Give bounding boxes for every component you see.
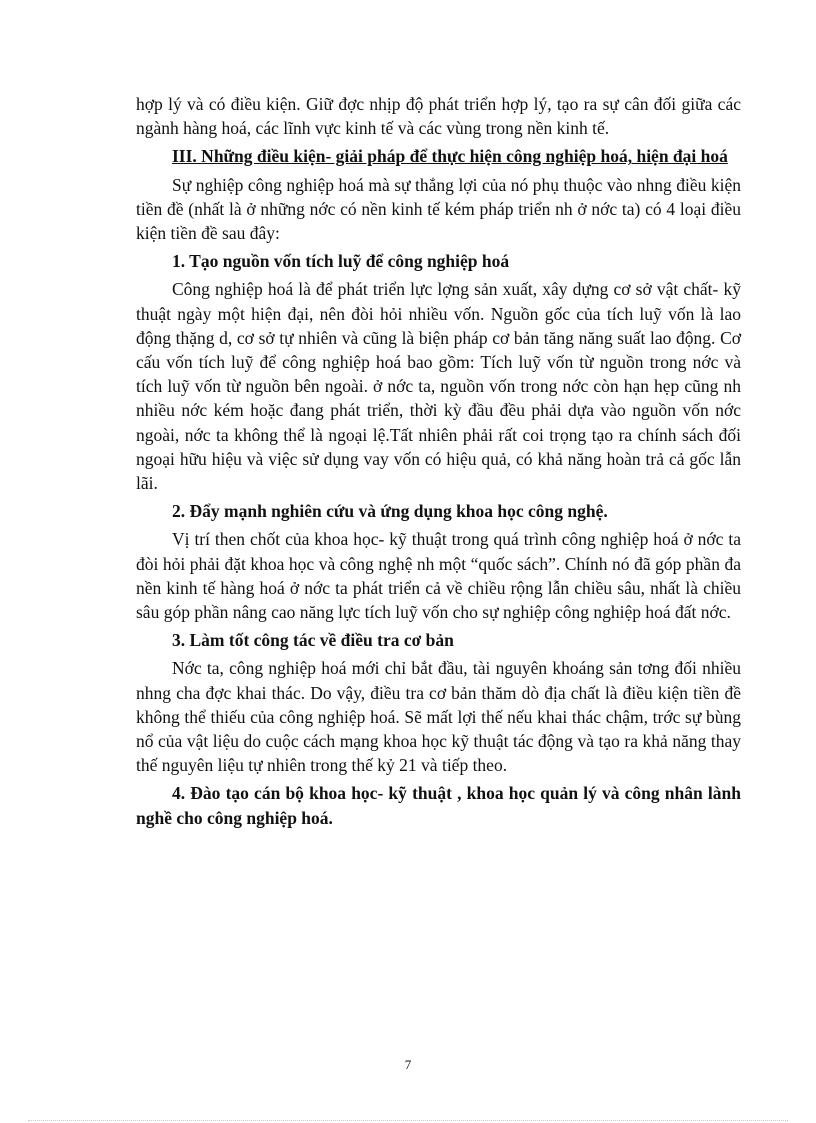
subsection-paragraph-2: Vị trí then chốt của khoa học- kỹ thuật trong quá trình công nghiệp hoá ở nớc ta đòi hỏi phải đặt khoa học và công nghệ nh một “quốc sách”. Chính nó đã góp phần đa nền kinh tế hàng hoá ở nớc ta phát triển cả về chiều rộng lẫn chiều sâu, nhất là chiều sâu góp phần nâng cao năng lực tích luỹ vốn cho sự nghiệp công nghiệp hoá đất nớc. (136, 529, 741, 623)
section-heading: III. Những điều kiện- giải pháp để thực hiện công nghiệp hoá, hiện đại hoá (172, 146, 728, 167)
subsection-heading-1: 1. Tạo nguồn vốn tích luỹ để công nghiệp hoá (172, 251, 510, 272)
subsection-heading-2: 2. Đẩy mạnh nghiên cứu và ứng dụng khoa học công nghệ. (172, 501, 608, 522)
page-number: 7 (404, 1057, 412, 1072)
section-paragraph: Sự nghiệp công nghiệp hoá mà sự thắng lợi của nó phụ thuộc vào nhng điều kiện tiền đề (nhất là ở những nớc có nền kinh tế kém pháp triển nh ở nớc ta) có 4 loại điều kiện tiền đề sau đây: (136, 174, 741, 244)
subsection-paragraph-1: Công nghiệp hoá là để phát triển lực lợng sản xuất, xây dựng cơ sở vật chất- kỹ thuật ngày một hiện đại, nên đòi hỏi nhiều vốn. Nguồn gốc của tích luỹ vốn là lao động thặng d, cơ sở tự nhiên và cũng là biện pháp cơ bản tăng năng suất lao động. Cơ cấu vốn tích luỹ để công nghiệp hoá bao gồm: Tích luỹ vốn từ nguồn trong nớc và tích luỹ vốn từ nguồn bên ngoài. ở nớc ta, nguồn vốn trong nớc còn hạn hẹp cũng nh nhiều nớc kém hoặc đang phát triển, thời kỳ đầu đều phải dựa vào nguồn vốn nớc ngoài, nớc ta không thể là ngoại lệ.Tất nhiên phải rất coi trọng tạo ra chính sách đối ngoại hữu hiệu và việc sử dụng vay vốn có hiệu quả, có khả năng hoàn trả cả gốc lẫn lãi. (136, 279, 741, 494)
document-page (136, 92, 741, 830)
intro-paragraph: hợp lý và có điều kiện. Giữ đợc nhịp độ phát triển hợp lý, tạo ra sự cân đối giữa các ngành hàng hoá, các lĩnh vực kinh tế và các vùng trong nền kinh tế. (136, 94, 741, 139)
subsection-heading-3: 3. Làm tốt công tác về điều tra cơ bản (172, 630, 454, 651)
footer-divider (28, 1120, 788, 1121)
subsection-heading-4: 4. Đào tạo cán bộ khoa học- kỹ thuật , khoa học quản lý và công nhân lành nghề cho công nghiệp hoá. (136, 783, 741, 828)
subsection-paragraph-3: Nớc ta, công nghiệp hoá mới chỉ bắt đầu, tài nguyên khoáng sản tơng đối nhiều nhng cha đợc khai thác. Do vậy, điều tra cơ bản thăm dò địa chất là điều kiện tiền đề không thể thiếu của công nghiệp hoá. Sẽ mất lợi thế nếu khai thác chậm, trớc sự bùng nổ của vật liệu do cuộc cách mạng khoa học kỹ thuật tác động và tạo ra khả năng thay thế nguyên liệu tự nhiên trong thế kỷ 21 và tiếp theo. (136, 658, 741, 776)
